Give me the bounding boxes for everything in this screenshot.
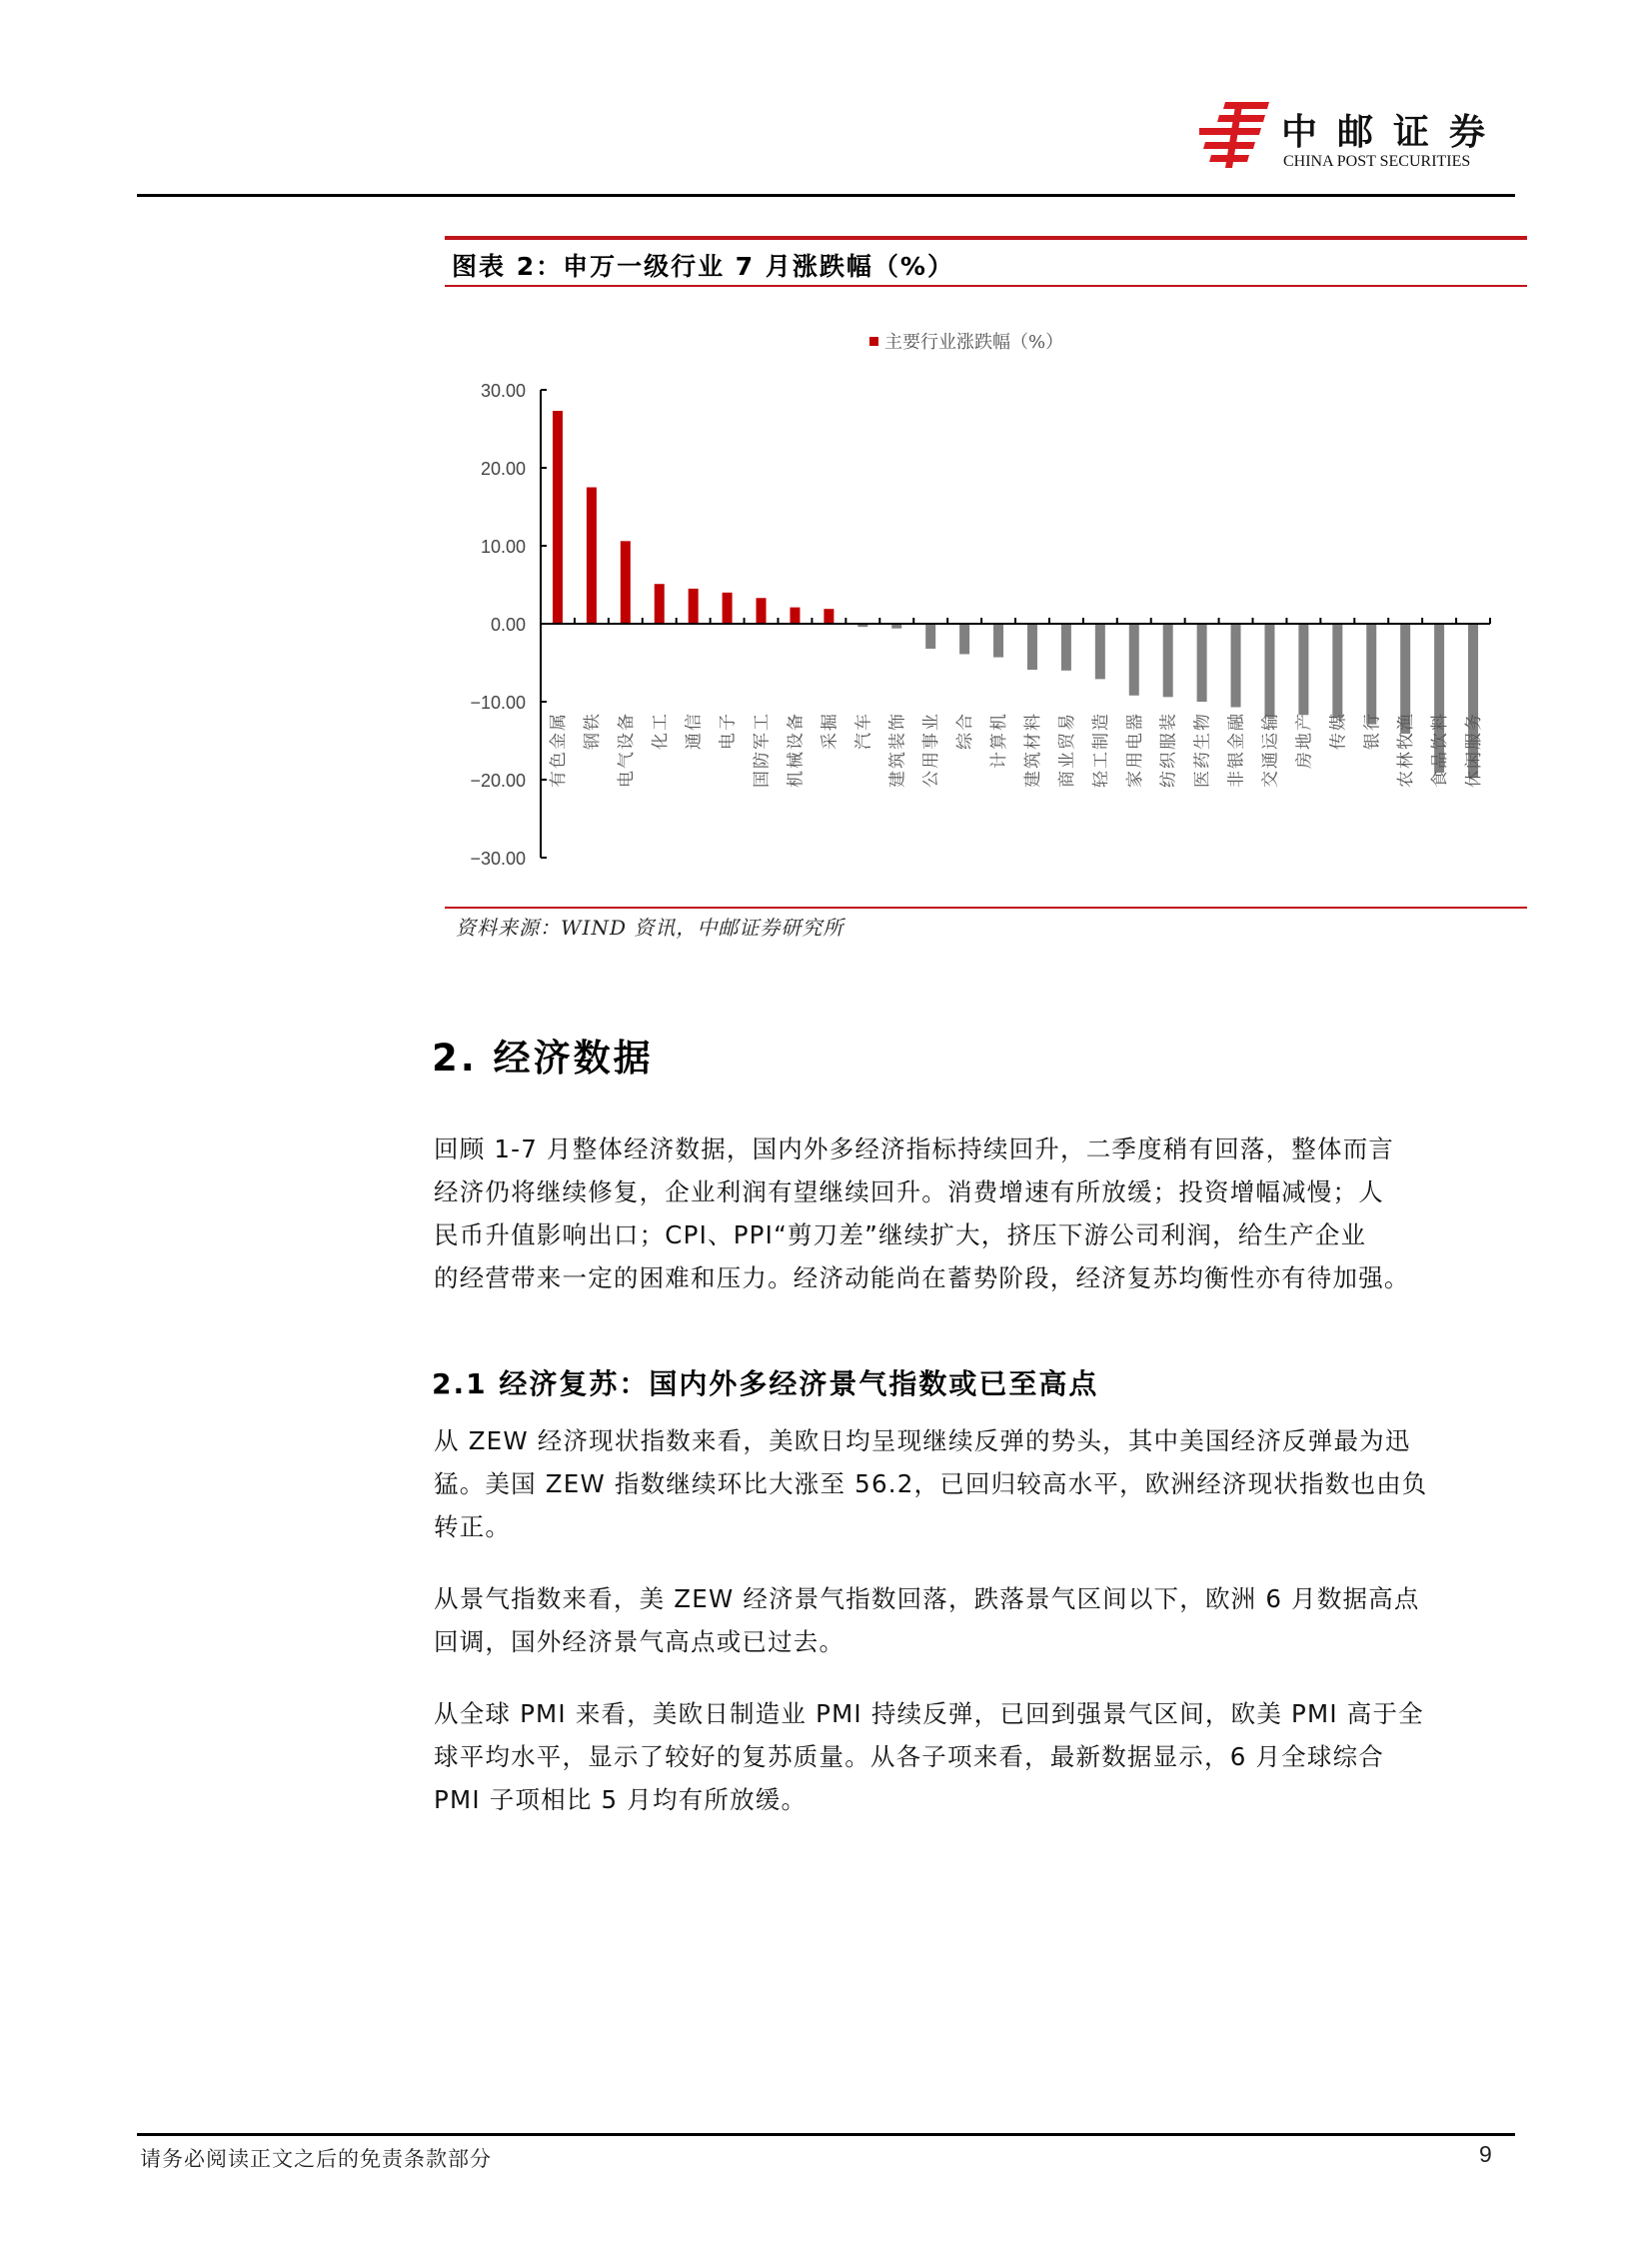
paragraph-line: 从景气指数来看，美 ZEW 经济景气指数回落，跌落景气区间以下，欧洲 6 月数据高点 (434, 1584, 1420, 1613)
source-rule (445, 907, 1527, 909)
paragraph-line: 猛。美国 ZEW 指数继续环比大涨至 56.2，已回归较高水平，欧洲经济现状指数也由负 (434, 1469, 1428, 1498)
section-intro-paragraph (434, 1127, 1513, 1299)
bar (757, 598, 767, 624)
paragraph-line: 回调，国外经济景气高点或已过去。 (434, 1627, 845, 1656)
x-category-label: 化工 (650, 712, 671, 750)
x-category-label: 机械设备 (786, 712, 807, 788)
x-category-label: 休闲服务 (1464, 712, 1485, 788)
logo-chinese-name: 中邮证券 (1281, 111, 1506, 153)
x-category-label: 公用事业 (921, 712, 942, 788)
y-tick-label: −20.00 (470, 771, 526, 791)
paragraph-line: 回顾 1-7 月整体经济数据，国内外多经济指标持续回升，二季度稍有回落，整体而言 (434, 1134, 1395, 1163)
x-category-label: 采掘 (820, 712, 840, 750)
x-category-label: 传媒 (1328, 712, 1349, 750)
bar (824, 609, 833, 624)
figure-title: 图表 2：申万一级行业 7 月涨跌幅（%） (452, 252, 954, 281)
x-category-label: 通信 (684, 712, 705, 750)
paragraph-line: 转正。 (434, 1512, 512, 1541)
bar (1264, 624, 1274, 718)
x-category-label: 建筑材料 (1022, 712, 1043, 788)
x-category-label: 纺织服装 (1158, 712, 1179, 788)
x-category-label: 有色金属 (548, 712, 569, 788)
paragraph-line: 的经营带来一定的困难和压力。经济动能尚在蓄势阶段，经济复苏均衡性亦有待加强。 (434, 1263, 1410, 1292)
paragraph-line: 从全球 PMI 来看，美欧日制造业 PMI 持续反弹，已回到强景气区间，欧美 PMI 高于全 (434, 1699, 1424, 1728)
subsection-heading: 2.1 经济复苏：国内外多经济景气指数或已至高点 (432, 1367, 1099, 1400)
y-tick-label: 0.00 (490, 615, 526, 635)
x-category-label: 钢铁 (582, 712, 603, 750)
bar (655, 584, 665, 624)
bar (621, 541, 631, 624)
x-category-label: 汽车 (853, 712, 874, 750)
bar (1298, 624, 1308, 715)
pmi-paragraph (434, 1692, 1513, 1821)
x-category-label: 房地产 (1294, 712, 1315, 769)
y-tick-label: 20.00 (480, 459, 526, 479)
paragraph-line: 从 ZEW 经济现状指数来看，美欧日均呈现继续反弹的势头，其中美国经济反弹最为迅 (434, 1426, 1411, 1455)
bar (1027, 624, 1037, 670)
bar (1231, 624, 1241, 707)
paragraph-line: PMI 子项相比 5 月均有所放缓。 (434, 1785, 808, 1814)
bar (1163, 624, 1173, 697)
bar (1197, 624, 1207, 702)
footer-divider (137, 2133, 1515, 2136)
x-category-label: 医药生物 (1192, 712, 1213, 788)
bar (925, 624, 935, 649)
bar (587, 488, 597, 625)
x-category-label: 食品饮料 (1430, 712, 1451, 788)
x-category-label: 交通运输 (1260, 712, 1281, 788)
x-category-label: 国防军工 (752, 712, 773, 788)
zew-sentiment-paragraph (434, 1577, 1513, 1663)
bar (993, 624, 1003, 658)
x-category-label: 家用电器 (1124, 712, 1145, 788)
legend-label: 主要行业涨跌幅（%） (884, 332, 1064, 353)
x-category-label: 银行 (1362, 712, 1383, 750)
bar (790, 608, 800, 624)
y-tick-label: 30.00 (480, 381, 526, 401)
zew-status-paragraph (434, 1419, 1513, 1548)
bar (723, 593, 733, 624)
logo-english-name: CHINA POST SECURITIES (1283, 153, 1471, 170)
page-number: 9 (1479, 2141, 1492, 2167)
paragraph-line: 经济仍将继续修复，企业利润有望继续回升。消费增速有所放缓；投资增幅减慢；人 (434, 1177, 1384, 1206)
footer-disclaimer: 请务必阅读正文之后的免责条款部分 (140, 2147, 492, 2171)
y-tick-label: −30.00 (470, 849, 526, 869)
bar (1129, 624, 1139, 696)
bar (1366, 624, 1376, 725)
x-category-label: 综合 (955, 712, 976, 750)
x-category-label: 非银金融 (1226, 712, 1247, 788)
x-category-label: 电气设备 (616, 712, 637, 788)
bar (959, 624, 969, 654)
x-category-label: 建筑装饰 (887, 712, 908, 788)
paragraph-line: 球平均水平，显示了较好的复苏质量。从各子项来看，最新数据显示，6 月全球综合 (434, 1742, 1384, 1771)
x-category-label: 计算机 (989, 711, 1010, 769)
x-category-label: 轻工制造 (1090, 712, 1111, 788)
bar (553, 411, 563, 624)
figure-source: 资料来源：WIND 资讯，中邮证券研究所 (456, 916, 844, 940)
section-heading: 2. 经济数据 (432, 1037, 654, 1080)
bar (1095, 624, 1105, 679)
bar-chart (0, 0, 1652, 900)
y-tick-label: 10.00 (480, 537, 526, 557)
bar (689, 589, 699, 624)
x-category-label: 电子 (718, 712, 739, 750)
x-category-label: 商业贸易 (1056, 712, 1077, 788)
paragraph-line: 民币升值影响出口；CPI、PPI“剪刀差”继续扩大，挤压下游公司利润，给生产企业 (434, 1220, 1367, 1249)
y-tick-label: −10.00 (470, 693, 526, 713)
bar (1061, 624, 1071, 671)
x-category-label: 农林牧渔 (1396, 712, 1417, 788)
bar (1332, 624, 1342, 718)
